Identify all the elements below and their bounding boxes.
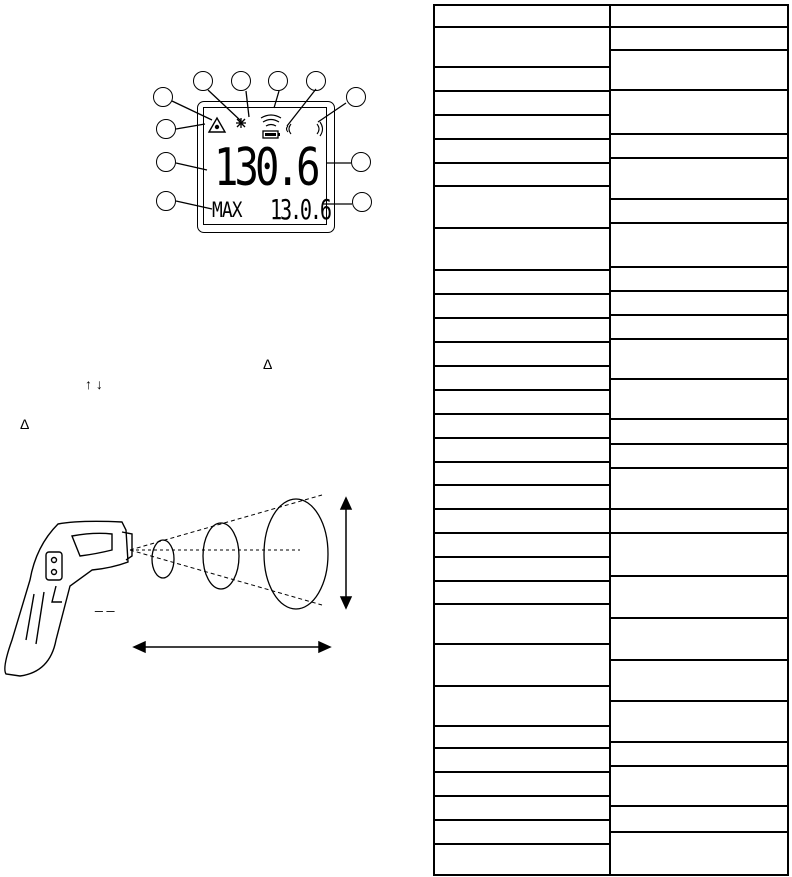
- right-row-divider: [610, 266, 789, 268]
- delta-symbol-2: Δ: [20, 416, 30, 432]
- left-row-divider: [433, 227, 610, 229]
- underscore-marks: _ _: [95, 596, 115, 612]
- left-row-divider: [433, 66, 610, 68]
- left-row-divider: [433, 26, 610, 28]
- left-row-divider: [433, 819, 610, 821]
- right-row-divider: [610, 765, 789, 767]
- distance-arrow: [134, 642, 330, 652]
- right-row-divider: [610, 617, 789, 619]
- left-row-divider: [433, 162, 610, 164]
- right-row-divider: [610, 26, 789, 28]
- left-row-divider: [433, 365, 610, 367]
- specification-table: [433, 4, 789, 876]
- right-row-divider: [610, 338, 789, 340]
- right-row-divider: [610, 700, 789, 702]
- left-row-divider: [433, 508, 610, 510]
- left-row-divider: [433, 461, 610, 463]
- right-row-divider: [610, 290, 789, 292]
- left-row-divider: [433, 138, 610, 140]
- up-down-arrows: ↑ ↓: [85, 376, 103, 392]
- max-label: MAX: [212, 198, 242, 222]
- left-row-divider: [433, 90, 610, 92]
- right-row-divider: [610, 198, 789, 200]
- right-row-divider: [610, 49, 789, 51]
- left-row-divider: [433, 341, 610, 343]
- right-row-divider: [610, 89, 789, 91]
- ir-thermometer-icon: [5, 521, 132, 676]
- left-row-divider: [433, 725, 610, 727]
- left-row-divider: [433, 643, 610, 645]
- right-row-divider: [610, 314, 789, 316]
- left-row-divider: [433, 532, 610, 534]
- left-row-divider: [433, 843, 610, 845]
- max-reading: 13.0.6: [270, 193, 330, 226]
- left-row-divider: [433, 685, 610, 687]
- left-row-divider: [433, 269, 610, 271]
- right-row-divider: [610, 157, 789, 159]
- left-row-divider: [433, 185, 610, 187]
- right-row-divider: [610, 378, 789, 380]
- left-row-divider: [433, 293, 610, 295]
- right-row-divider: [610, 467, 789, 469]
- left-row-divider: [433, 747, 610, 749]
- distance-spot-diagram: [0, 490, 370, 680]
- delta-symbol-1: Δ: [263, 356, 273, 372]
- left-row-divider: [433, 317, 610, 319]
- right-row-divider: [610, 532, 789, 534]
- right-row-divider: [610, 508, 789, 510]
- left-row-divider: [433, 771, 610, 773]
- right-row-divider: [610, 831, 789, 833]
- right-row-divider: [610, 133, 789, 135]
- left-row-divider: [433, 413, 610, 415]
- callout-leaders: [0, 0, 430, 260]
- right-row-divider: [610, 575, 789, 577]
- left-row-divider: [433, 795, 610, 797]
- left-row-divider: [433, 556, 610, 558]
- right-row-divider: [610, 741, 789, 743]
- right-row-divider: [610, 418, 789, 420]
- left-row-divider: [433, 580, 610, 582]
- left-row-divider: [433, 389, 610, 391]
- right-row-divider: [610, 222, 789, 224]
- left-row-divider: [433, 437, 610, 439]
- right-row-divider: [610, 443, 789, 445]
- right-row-divider: [610, 805, 789, 807]
- main-reading: 130.6: [214, 138, 317, 198]
- left-row-divider: [433, 603, 610, 605]
- left-row-divider: [433, 484, 610, 486]
- spot-ellipses: [152, 499, 328, 609]
- table-column-divider: [609, 4, 611, 876]
- spot-size-arrow: [341, 498, 351, 608]
- left-row-divider: [433, 114, 610, 116]
- right-row-divider: [610, 659, 789, 661]
